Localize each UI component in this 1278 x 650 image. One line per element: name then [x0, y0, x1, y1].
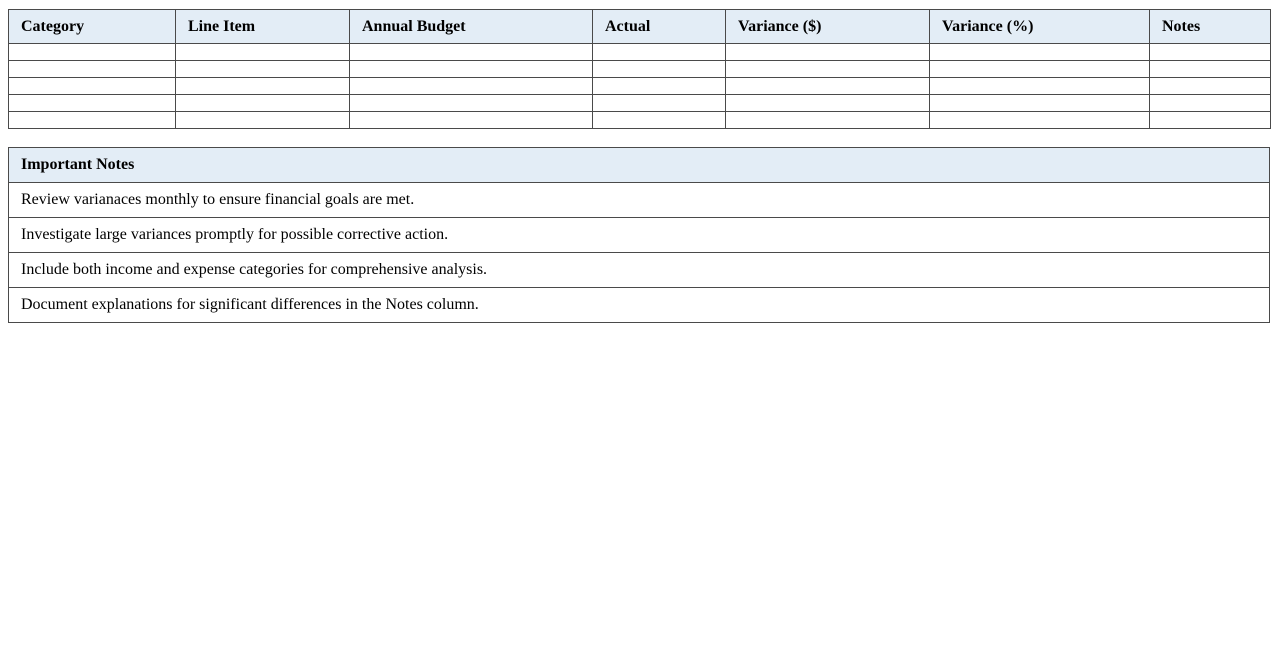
note-text: Investigate large variances promptly for possible corrective action.: [9, 218, 1270, 253]
budget-table-header: [9, 10, 1271, 44]
table-cell[interactable]: [350, 112, 593, 129]
table-cell[interactable]: [1150, 44, 1271, 61]
table-cell[interactable]: [176, 44, 350, 61]
header-variance-percent: Variance (%): [930, 10, 1150, 44]
header-line-item: Line Item: [176, 10, 350, 44]
table-cell[interactable]: [930, 78, 1150, 95]
notes-title: Important Notes: [9, 148, 1270, 183]
header-variance-dollars: Variance ($): [726, 10, 930, 44]
table-cell[interactable]: [350, 78, 593, 95]
header-category: Category: [9, 10, 176, 44]
table-cell[interactable]: [350, 95, 593, 112]
table-cell[interactable]: [593, 95, 726, 112]
header-notes: Notes: [1150, 10, 1271, 44]
table-cell[interactable]: [1150, 61, 1271, 78]
table-cell[interactable]: [176, 112, 350, 129]
important-notes-table: [8, 147, 1270, 323]
table-cell[interactable]: [593, 61, 726, 78]
header-annual-budget: Annual Budget: [350, 10, 593, 44]
note-text: Document explanations for significant differences in the Notes column.: [9, 288, 1270, 323]
note-text: Include both income and expense categories for comprehensive analysis.: [9, 253, 1270, 288]
table-cell[interactable]: [726, 78, 930, 95]
table-cell[interactable]: [176, 95, 350, 112]
table-row: [9, 95, 1271, 112]
table-row: [9, 78, 1271, 95]
header-row: [9, 10, 1271, 44]
table-cell[interactable]: [1150, 112, 1271, 129]
list-item: [9, 288, 1270, 323]
table-cell[interactable]: [726, 112, 930, 129]
table-cell[interactable]: [176, 61, 350, 78]
list-item: [9, 218, 1270, 253]
budget-table: [8, 9, 1271, 129]
list-item: [9, 253, 1270, 288]
table-cell[interactable]: [726, 44, 930, 61]
notes-header: [9, 148, 1270, 183]
table-cell[interactable]: [9, 78, 176, 95]
table-cell[interactable]: [350, 44, 593, 61]
budget-table-body: [9, 44, 1271, 129]
table-row: [9, 44, 1271, 61]
table-row: [9, 112, 1271, 129]
table-cell[interactable]: [593, 44, 726, 61]
table-cell[interactable]: [9, 112, 176, 129]
notes-header-row: [9, 148, 1270, 183]
table-cell[interactable]: [726, 61, 930, 78]
header-actual: Actual: [593, 10, 726, 44]
table-row: [9, 61, 1271, 78]
table-cell[interactable]: [726, 95, 930, 112]
table-cell[interactable]: [9, 61, 176, 78]
table-cell[interactable]: [930, 112, 1150, 129]
table-cell[interactable]: [930, 44, 1150, 61]
table-cell[interactable]: [1150, 78, 1271, 95]
table-cell[interactable]: [1150, 95, 1271, 112]
table-cell[interactable]: [9, 95, 176, 112]
table-cell[interactable]: [930, 61, 1150, 78]
table-cell[interactable]: [930, 95, 1150, 112]
table-cell[interactable]: [350, 61, 593, 78]
note-text: Review varianaces monthly to ensure financial goals are met.: [9, 183, 1270, 218]
table-cell[interactable]: [9, 44, 176, 61]
list-item: [9, 183, 1270, 218]
table-cell[interactable]: [176, 78, 350, 95]
table-cell[interactable]: [593, 78, 726, 95]
notes-body: [9, 183, 1270, 323]
table-cell[interactable]: [593, 112, 726, 129]
